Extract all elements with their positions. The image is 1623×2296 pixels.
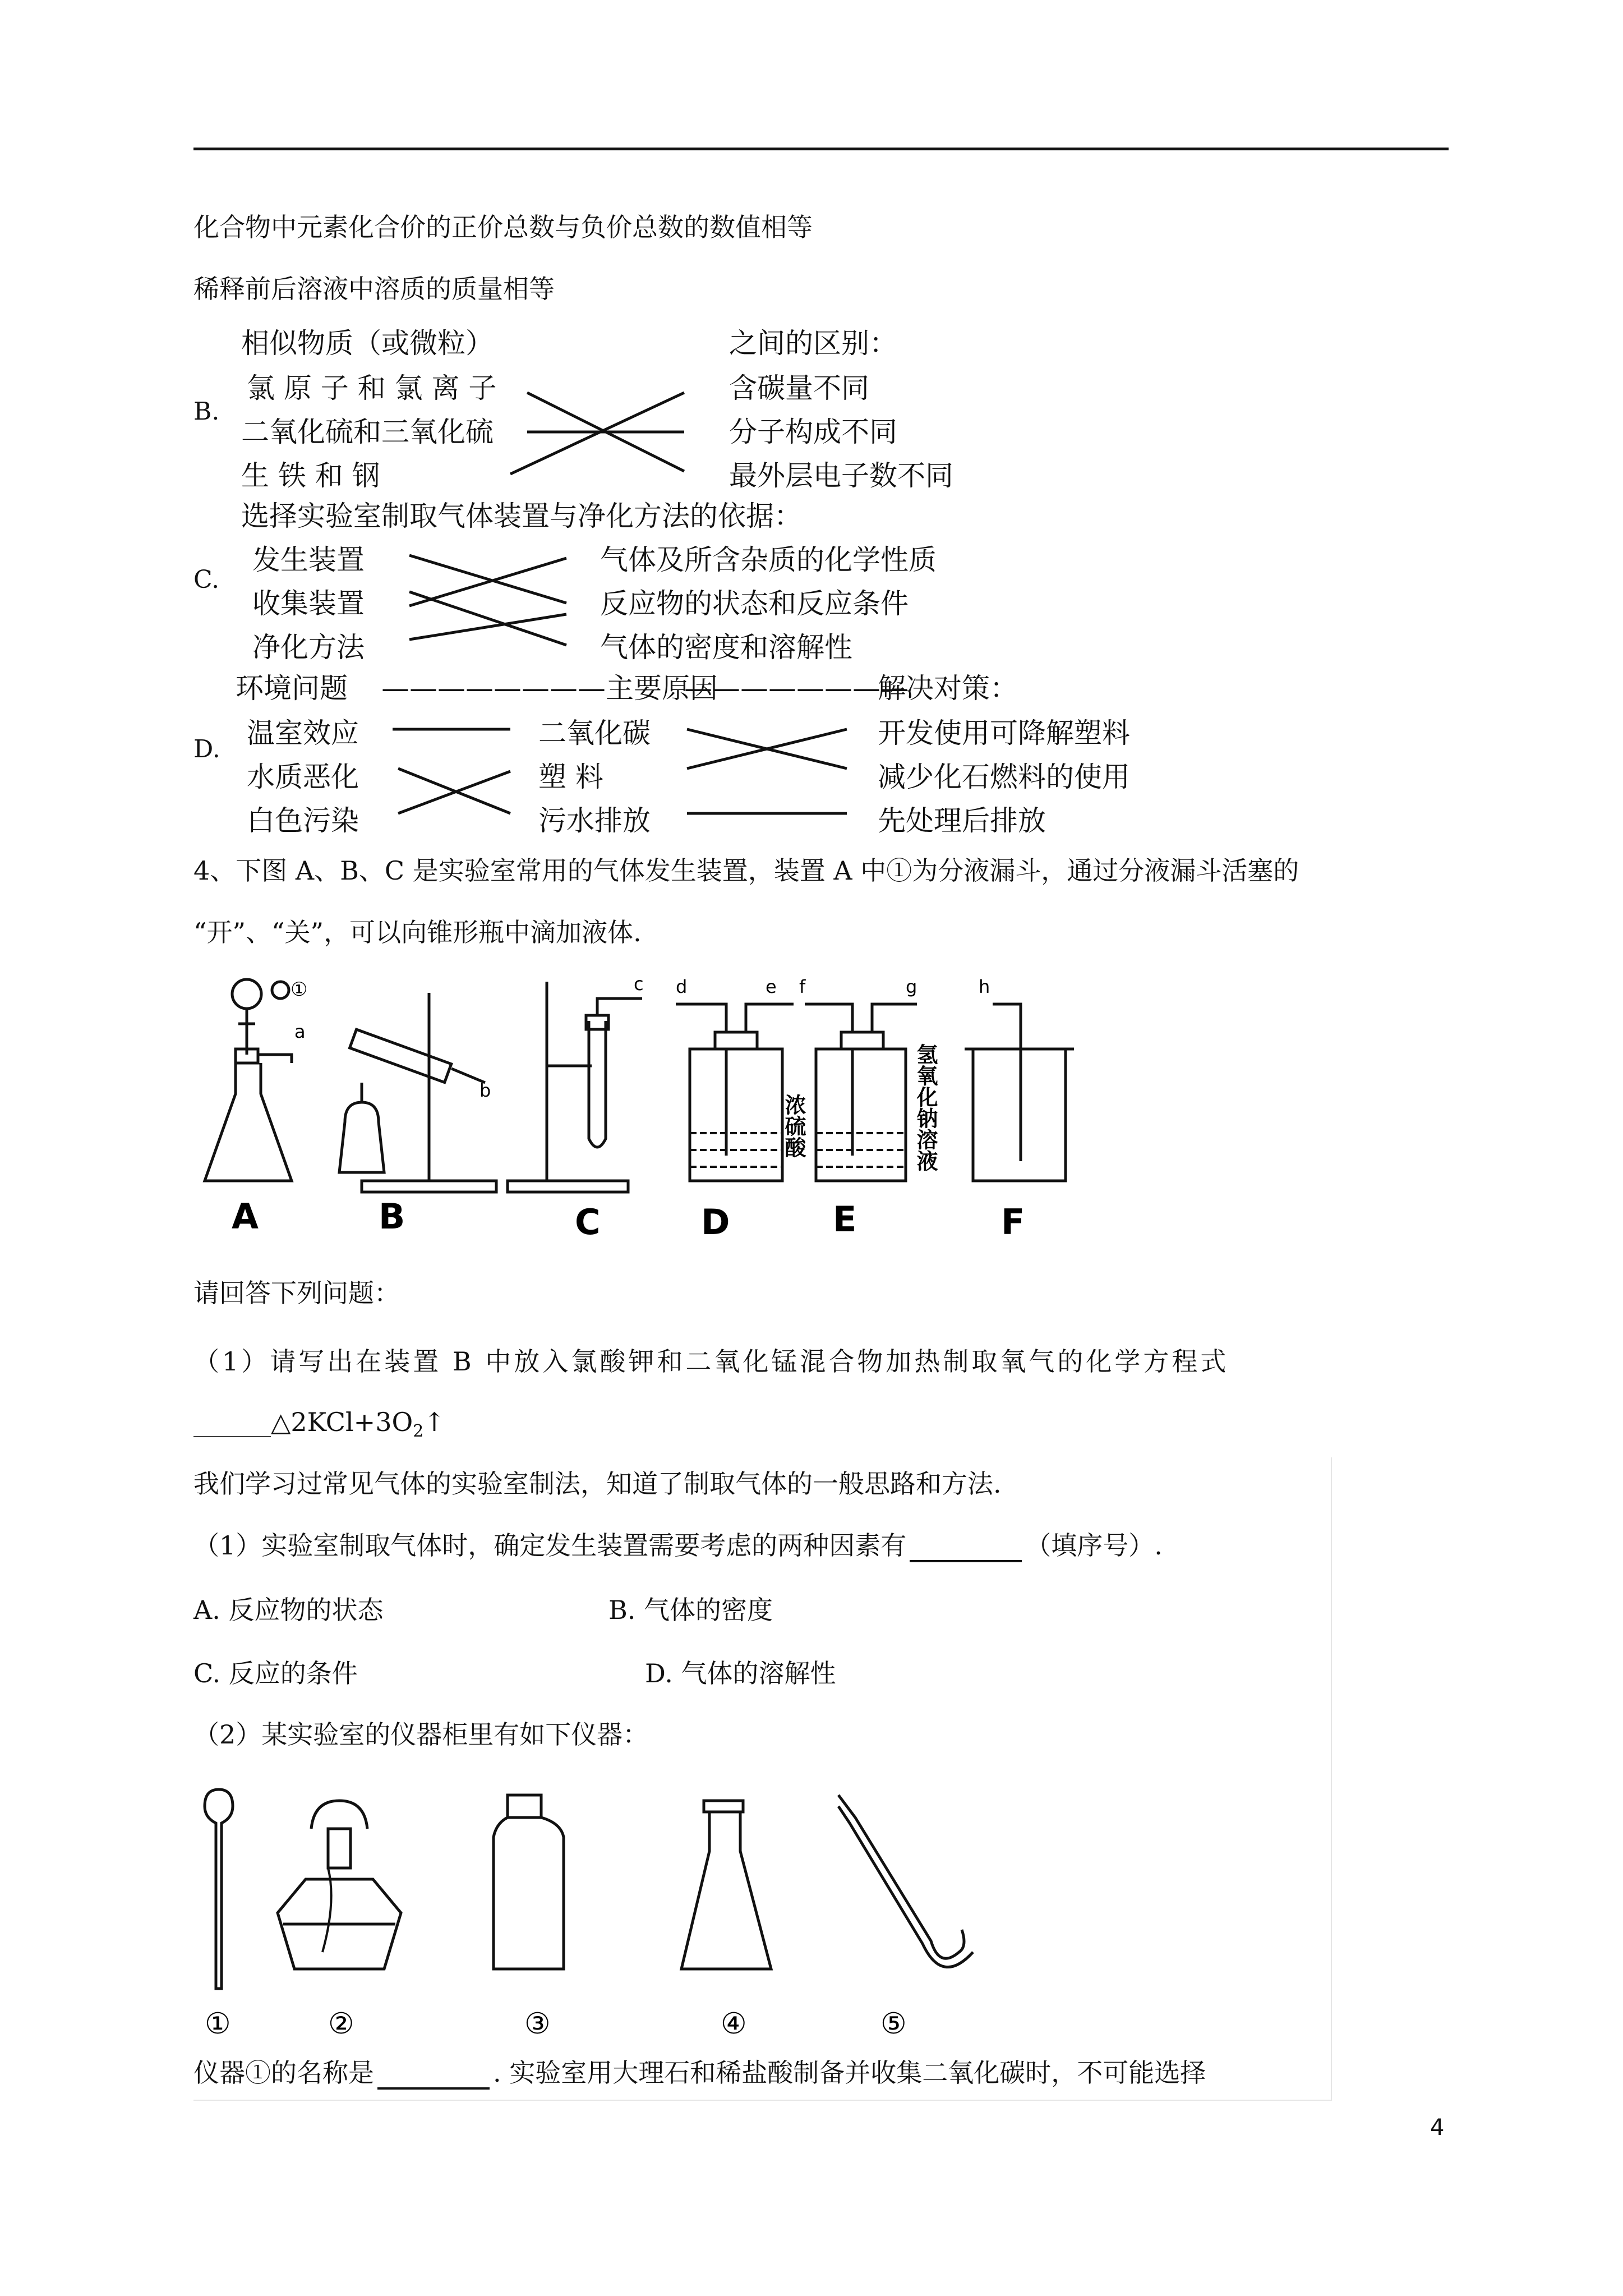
option-d-left-1: 温室效应 — [247, 717, 359, 749]
option-d-middle-2: 塑 料 — [538, 761, 603, 793]
option-d-middle-1: 二氧化碳 — [538, 717, 651, 749]
apparatus-a — [205, 979, 292, 1181]
instrument-label-2: ② — [328, 2007, 354, 2041]
option-d-middle-3: 污水排放 — [538, 804, 651, 837]
apparatus-figure — [193, 970, 1124, 1245]
box-option-d: D. 气体的溶解性 — [645, 1658, 836, 1688]
label-a-lower: a — [294, 1021, 306, 1042]
answer-subscript: 2 — [413, 1421, 424, 1442]
instrument-5-bent-tube — [838, 1795, 973, 1967]
option-b-head-left: 相似物质（或微粒） — [241, 327, 494, 360]
instrument-1-funnel — [205, 1789, 233, 1989]
label-f-lower: f — [799, 976, 806, 997]
option-b-letter: B. — [193, 397, 220, 426]
label-b: B — [379, 1196, 405, 1237]
box-option-b: B. 气体的密度 — [608, 1595, 773, 1625]
text-line-2: 稀释前后溶液中溶质的质量相等 — [193, 274, 555, 304]
option-b-left-1: 氯 原 子 和 氯 离 子 — [247, 372, 497, 404]
label-h-lower: h — [979, 976, 990, 997]
page-number: 4 — [1430, 2115, 1445, 2141]
label-circled-1: ① — [291, 978, 308, 1001]
box-last-line-blank[interactable] — [377, 2063, 490, 2090]
questions-prompt: 请回答下列问题： — [193, 1278, 400, 1308]
option-d-head-4: 解决对策： — [878, 672, 1018, 705]
option-b-left-3: 生 铁 和 钢 — [241, 459, 380, 492]
label-d: D — [701, 1202, 730, 1243]
e-reagent: 氢氧化钠溶液 — [913, 1043, 938, 1171]
label-c: C — [575, 1202, 601, 1243]
option-d-head-3: ———————— — [684, 672, 909, 705]
option-b-left-2: 二氧化硫和三氧化硫 — [241, 416, 494, 448]
instrument-label-1: ① — [205, 2007, 231, 2041]
option-c-right-2: 反应物的状态和反应条件 — [600, 587, 909, 620]
option-d-right-1: 开发使用可降解塑料 — [878, 717, 1130, 749]
up-arrow: ↑ — [423, 1407, 445, 1437]
answer-blank: ______ — [193, 1407, 271, 1437]
question-1-answer — [193, 1405, 445, 1448]
q4-line-2: “开”、“关”，可以向锥形瓶中滴加液体. — [193, 917, 642, 947]
option-c-left-2: 收集装置 — [252, 587, 365, 620]
option-d-connectors — [0, 0, 1623, 898]
box-q1-blank[interactable] — [910, 1535, 1022, 1562]
option-d-head-2: ————————主要原因 — [381, 672, 718, 705]
apparatus-f — [965, 1004, 1074, 1181]
label-f: F — [1001, 1202, 1025, 1243]
answer-equation: △2KCl+3O — [271, 1407, 413, 1437]
instrument-label-5: ⑤ — [880, 2007, 907, 2041]
text-line-1: 化合物中元素化合价的正价总数与负价总数的数值相等 — [193, 212, 813, 242]
option-b-right-3: 最外层电子数不同 — [729, 459, 953, 492]
box-q1 — [193, 1529, 1163, 1562]
label-e: E — [833, 1199, 857, 1240]
option-c-right-1: 气体及所含杂质的化学性质 — [600, 544, 937, 576]
option-d-letter: D. — [193, 735, 220, 763]
option-d-right-2: 减少化石燃料的使用 — [878, 761, 1130, 793]
option-d-left-3: 白色污染 — [247, 804, 359, 837]
label-a: A — [232, 1196, 259, 1237]
option-b-right-1: 含碳量不同 — [729, 372, 869, 404]
label-b-lower: b — [479, 1080, 491, 1101]
option-c-left-3: 净化方法 — [252, 631, 365, 664]
instruments-figure — [193, 1784, 979, 2042]
box-last-line-a: 仪器①的名称是 — [193, 2058, 374, 2088]
label-d-lower: d — [676, 976, 688, 997]
option-b-head-right: 之间的区别： — [729, 327, 897, 360]
instrument-2-lamp — [278, 1801, 401, 1969]
box-option-c: C. 反应的条件 — [193, 1658, 358, 1688]
option-b-right-2: 分子构成不同 — [729, 416, 897, 448]
option-d-left-2: 水质恶化 — [247, 761, 359, 793]
box-q2: （2）某实验室的仪器柜里有如下仪器： — [193, 1719, 649, 1750]
instrument-4-flask — [681, 1801, 771, 1969]
option-d-head-1: 环境问题 — [236, 672, 348, 705]
option-c-right-3: 气体的密度和溶解性 — [600, 631, 852, 664]
label-c-lower: c — [634, 973, 644, 995]
apparatus-b — [339, 993, 496, 1192]
option-c-letter: C. — [193, 565, 220, 594]
d-reagent: 浓硫酸 — [781, 1094, 806, 1158]
instrument-3-jar — [494, 1795, 564, 1969]
instrument-label-3: ③ — [524, 2007, 551, 2041]
box-q1-suffix: （填序号）. — [1025, 1530, 1163, 1561]
box-q1-text: （1）实验室制取气体时，确定发生装置需要考虑的两种因素有 — [193, 1530, 907, 1561]
apparatus-c — [508, 982, 642, 1192]
q4-line-1: 4、下图 A、B、C 是实验室常用的气体发生装置，装置 A 中①为分液漏斗，通过分液漏斗活塞的 — [193, 855, 1299, 886]
question-1: （1）请写出在装置 B 中放入氯酸钾和二氧化锰混合物加热制取氧气的化学方程式 — [193, 1346, 1229, 1377]
box-intro: 我们学习过常见气体的实验室制法，知道了制取气体的一般思路和方法. — [193, 1469, 1002, 1499]
box-last-line — [193, 2056, 1206, 2090]
apparatus-d — [676, 1004, 794, 1181]
box-last-line-b: . 实验室用大理石和稀盐酸制备并收集二氧化碳时，不可能选择 — [493, 2058, 1206, 2088]
box-option-a: A. 反应物的状态 — [193, 1595, 384, 1625]
label-g-lower: g — [906, 976, 917, 997]
apparatus-e — [805, 1004, 917, 1181]
option-d-right-3: 先处理后排放 — [878, 804, 1046, 837]
instrument-label-4: ④ — [721, 2007, 747, 2041]
option-c-head: 选择实验室制取气体装置与净化方法的依据： — [241, 500, 802, 532]
option-c-left-1: 发生装置 — [252, 544, 365, 576]
label-e-lower: e — [766, 976, 777, 997]
